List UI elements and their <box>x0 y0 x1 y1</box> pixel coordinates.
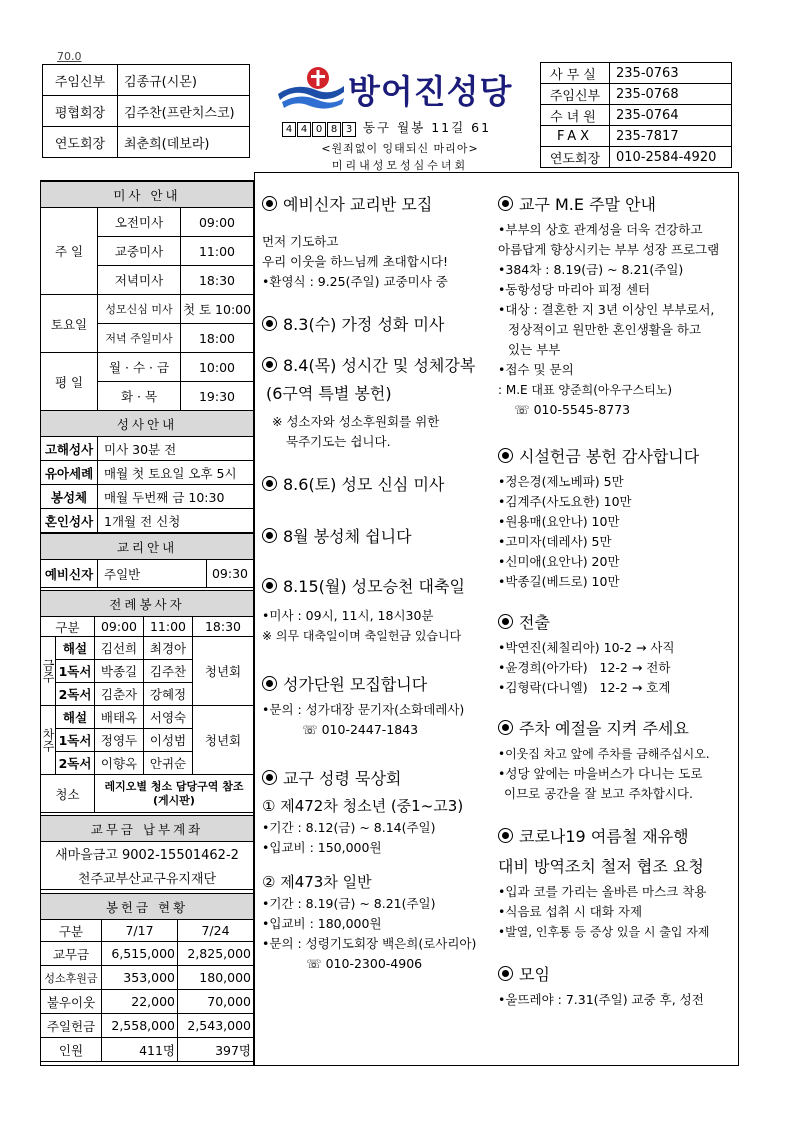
offering-head: 7/17 <box>102 920 178 942</box>
weekday-label: 평 일 <box>41 353 98 411</box>
contact-phone: 235-0768 <box>610 84 732 105</box>
bullet-icon <box>262 770 277 785</box>
notice-text: •입과 코를 가리는 올바른 마스크 착용 <box>498 884 707 899</box>
sacrament-table <box>40 410 254 533</box>
offering-head: 7/24 <box>178 920 254 942</box>
server-role: 2독서 <box>56 683 95 706</box>
group-label: 차주 <box>41 706 56 775</box>
notice-text: 묵주기도는 쉽니다. <box>286 434 391 449</box>
bullet-icon <box>262 357 277 372</box>
notice-text: : M.E 대표 양준희(아우구스티노) <box>498 383 673 397</box>
offering-amount: 22,000 <box>102 990 178 1014</box>
notice-text: ☏ 010-2447-1843 <box>302 722 419 737</box>
notice-text: •식음료 섭취 시 대화 자제 <box>498 904 643 919</box>
server-name: 안귀순 <box>144 752 193 775</box>
server-role: 해설 <box>56 637 95 660</box>
server-name: 정영두 <box>95 729 144 752</box>
church-logo-icon <box>276 64 346 112</box>
notice-heading: 교구 M.E 주말 안내 <box>498 190 736 220</box>
server-group: 청년회 <box>193 637 254 706</box>
notice-heading: 8.6(토) 성모 신심 미사 <box>262 470 494 512</box>
servers-head: 18:30 <box>193 617 254 637</box>
sacrament-name: 혼인성사 <box>41 509 98 533</box>
bullet-icon <box>498 614 513 629</box>
mass-name: 오전미사 <box>98 208 181 237</box>
notice-heading-cont: (6구역 특별 봉헌) <box>266 384 392 403</box>
notices-column-1 <box>262 190 494 974</box>
contact-label: 수녀원 <box>541 105 610 126</box>
cleaning-info: 레지오별 청소 담당구역 참조 (게시판) <box>95 775 254 813</box>
offering-amount: 6,515,000 <box>102 942 178 966</box>
bullet-icon <box>498 828 513 843</box>
contact-label: FAX <box>541 126 610 147</box>
header-staff-table <box>42 64 250 158</box>
mass-name: 화 · 목 <box>98 382 181 411</box>
bullet-icon <box>262 528 277 543</box>
donor-item: •원용매(요안나) 10만 <box>498 514 620 529</box>
mass-time: 19:30 <box>181 382 254 411</box>
notice-text: •기간 : 8.19(금) ~ 8.21(주일) <box>262 896 436 911</box>
notice-text: •동항성당 마리아 피정 센터 <box>498 282 651 297</box>
bullet-icon <box>498 720 513 735</box>
notice-heading-cont: 대비 방역조치 철저 협조 요청 <box>498 857 704 876</box>
server-name: 배태옥 <box>95 706 144 729</box>
offering-amount: 2,558,000 <box>102 1014 178 1038</box>
offering-category: 인원 <box>41 1038 102 1062</box>
bullet-icon <box>498 448 513 463</box>
offering-amount: 2,825,000 <box>178 942 254 966</box>
notice-heading: 8.15(월) 성모승천 대축일 <box>262 572 494 606</box>
retreat-subtitle: ① 제472차 청소년 (중1~고3) <box>262 797 464 815</box>
server-name: 이성범 <box>144 729 193 752</box>
offering-amount: 397명 <box>178 1038 254 1062</box>
notice-text: •미사 : 09시, 11시, 18시30분 <box>262 608 434 623</box>
street-address: 동구 월봉 11길 61 <box>362 120 492 135</box>
server-name: 이향옥 <box>95 752 144 775</box>
server-role: 해설 <box>56 706 95 729</box>
notice-heading: 8.4(목) 성시간 및 성체강복 <box>262 352 494 380</box>
server-name: 최경아 <box>144 637 193 660</box>
server-name: 김춘자 <box>95 683 144 706</box>
offering-head: 구분 <box>41 920 102 942</box>
sacrament-name: 고해성사 <box>41 437 98 461</box>
mass-time: 18:00 <box>181 324 254 353</box>
servers-title: 전례봉사자 <box>41 591 254 617</box>
offering-amount: 2,543,000 <box>178 1014 254 1038</box>
doctrine-class: 주일반 <box>98 560 207 588</box>
doctrine-time: 09:30 <box>207 560 254 588</box>
parish-logo <box>276 64 526 114</box>
sacrament-info: 매월 두번째 금 10:30 <box>98 485 254 509</box>
server-name: 김선희 <box>95 637 144 660</box>
offering-amount: 353,000 <box>102 966 178 990</box>
notice-text: 있는 부부 <box>508 342 561 357</box>
sunday-label: 주 일 <box>41 208 98 295</box>
offering-category: 성소후원금 <box>41 966 102 990</box>
postcode-digit: 4 <box>282 122 296 137</box>
server-name: 김주찬 <box>144 660 193 683</box>
transfer-item: •박연진(체칠리아) 10-2 → 사직 <box>498 640 675 655</box>
doctrine-table <box>40 533 254 588</box>
server-role: 1독서 <box>56 729 95 752</box>
mass-time: 10:00 <box>181 353 254 382</box>
cleaning-label: 청소 <box>41 775 95 813</box>
contact-table <box>540 62 732 168</box>
notice-text: •울뜨레야 : 7.31(주일) 교중 후, 성전 <box>498 992 704 1007</box>
mass-name: 성모신심 미사 <box>98 295 181 324</box>
notice-text: 정상적이고 원만한 혼인생활을 하고 <box>508 322 702 337</box>
notice-heading: 교구 성령 묵상회 <box>262 764 494 794</box>
convent-name: 미리내성모성심수녀회 <box>331 159 469 172</box>
notice-text: •환영식 : 9.25(주일) 교중미사 중 <box>262 274 448 289</box>
parish-title: 방어진성당 <box>348 72 513 111</box>
offering-amount: 411명 <box>102 1038 178 1062</box>
server-name: 서영숙 <box>144 706 193 729</box>
contact-phone: 010-2584-4920 <box>610 147 732 168</box>
mass-name: 교중미사 <box>98 237 181 266</box>
mass-time: 09:00 <box>181 208 254 237</box>
notice-text: •이웃집 차고 앞에 주차를 금해주십시오. <box>498 747 710 761</box>
donor-item: •김계주(사도요한) 10만 <box>498 494 632 509</box>
staff-role: 연도회장 <box>43 127 118 158</box>
contact-label: 연도회장 <box>541 147 610 168</box>
group-label: 금주 <box>41 637 56 706</box>
offering-title: 봉헌금 현황 <box>41 894 254 920</box>
bullet-icon <box>262 676 277 691</box>
sacrament-name: 봉성체 <box>41 485 98 509</box>
sacrament-info: 1개월 전 신청 <box>98 509 254 533</box>
parish-address <box>282 118 532 137</box>
doctrine-title: 교리안내 <box>41 534 254 560</box>
contact-phone: 235-0763 <box>610 63 732 84</box>
notice-text: •성당 앞에는 마을버스가 다니는 도로 <box>498 766 703 781</box>
bullet-icon <box>262 196 277 211</box>
notices-column-2 <box>498 190 736 1010</box>
notice-text: 아름답게 향상시키는 부부 성장 프로그램 <box>498 242 720 257</box>
bullet-icon <box>262 316 277 331</box>
offering-amount: 70,000 <box>178 990 254 1014</box>
notice-text: ☏ 010-2300-4906 <box>306 956 423 971</box>
offering-table <box>40 893 254 1062</box>
account-title: 교무금 납부계좌 <box>41 816 254 842</box>
notice-heading: 8월 봉성체 쉽니다 <box>262 522 494 566</box>
notice-text: •기간 : 8.12(금) ~ 8.14(주일) <box>262 820 436 835</box>
donor-item: •정은경(제노베파) 5만 <box>498 474 624 489</box>
staff-name: 최춘희(데보라) <box>118 127 250 158</box>
contact-phone: 235-7817 <box>610 126 732 147</box>
notice-text: ※ 성소자와 성소후원회를 위한 <box>272 414 440 429</box>
offering-category: 교무금 <box>41 942 102 966</box>
bullet-icon <box>498 966 513 981</box>
postcode-digit: 0 <box>312 122 326 137</box>
mass-time: 첫 토 10:00 <box>181 295 254 324</box>
servers-head: 구분 <box>41 617 95 637</box>
staff-name: 김종규(시몬) <box>118 65 250 96</box>
servers-head: 11:00 <box>144 617 193 637</box>
parish-motto: <원죄없이 잉태되신 마리아> <box>321 142 479 155</box>
sacrament-info: 미사 30분 전 <box>98 437 254 461</box>
server-role: 1독서 <box>56 660 95 683</box>
transfer-item: •김형락(다니엘) 12-2 → 호계 <box>498 680 671 695</box>
bullet-icon <box>262 476 277 491</box>
servers-head: 09:00 <box>95 617 144 637</box>
notice-text: •입교비 : 150,000원 <box>262 840 382 855</box>
server-group: 청년회 <box>193 706 254 775</box>
offering-category: 불우이웃 <box>41 990 102 1014</box>
notice-text: 이므로 공간을 잘 보고 주차합시다. <box>504 786 693 801</box>
mass-name: 저녁미사 <box>98 266 181 295</box>
notice-text: 우리 이웃을 하느님께 초대합시다! <box>262 254 448 269</box>
saturday-label: 토요일 <box>41 295 98 353</box>
notice-heading: 성가단원 모집합니다 <box>262 670 494 700</box>
account-table <box>40 815 254 890</box>
mass-name: 저녁 주일미사 <box>98 324 181 353</box>
mass-schedule-table <box>40 181 254 411</box>
mass-title: 미사 안내 <box>41 182 254 208</box>
postcode-digit: 4 <box>297 122 311 137</box>
postcode-digit: 3 <box>342 122 356 137</box>
notice-text: ☏ 010-5545-8773 <box>514 402 631 417</box>
sacrament-name: 유아세례 <box>41 461 98 485</box>
page-number: 70.0 <box>57 50 82 63</box>
notice-heading: 예비신자 교리반 모집 <box>262 190 494 232</box>
staff-role: 평협회장 <box>43 96 118 127</box>
server-name: 강혜정 <box>144 683 193 706</box>
contact-label: 사무실 <box>541 63 610 84</box>
sacrament-info: 매월 첫 토요일 오후 5시 <box>98 461 254 485</box>
notice-heading: 시설헌금 봉헌 감사합니다 <box>498 442 736 472</box>
notice-text: •문의 : 성령기도회장 백은희(로사리아) <box>262 936 477 951</box>
notice-text: •접수 및 문의 <box>498 362 574 377</box>
server-name: 박종길 <box>95 660 144 683</box>
notice-text: •부부의 상호 관계성을 더욱 건강하고 <box>498 222 703 237</box>
notice-text: •384차 : 8.19(금) ~ 8.21(주일) <box>498 262 684 277</box>
donor-item: •고미자(데레사) 5만 <box>498 534 612 549</box>
donor-item: •신미애(요안나) 20만 <box>498 554 620 569</box>
transfer-item: •윤경희(아가타) 12-2 → 전하 <box>498 660 671 675</box>
staff-role: 주임신부 <box>43 65 118 96</box>
mass-name: 월 · 수 · 금 <box>98 353 181 382</box>
server-role: 2독서 <box>56 752 95 775</box>
offering-amount: 180,000 <box>178 966 254 990</box>
contact-phone: 235-0764 <box>610 105 732 126</box>
notice-text: 먼저 기도하고 <box>262 234 339 249</box>
mass-time: 18:30 <box>181 266 254 295</box>
offering-category: 주일헌금 <box>41 1014 102 1038</box>
mass-time: 11:00 <box>181 237 254 266</box>
donor-item: •박종길(베드로) 10만 <box>498 574 620 589</box>
notice-text: •대상 : 결혼한 지 3년 이상인 부부로서, <box>498 302 715 317</box>
bullet-icon <box>498 196 513 211</box>
bullet-icon <box>262 578 277 593</box>
retreat-subtitle: ② 제473차 일반 <box>262 873 372 891</box>
postcode-digit: 8 <box>327 122 341 137</box>
notice-heading: 8.3(수) 가정 성화 미사 <box>262 310 494 352</box>
account-number: 새마을금고 9002-15501462-2 <box>41 842 254 866</box>
doctrine-name: 예비신자 <box>41 560 98 588</box>
notice-heading: 모임 <box>498 960 736 990</box>
notice-heading: 코로나19 여름철 재유행 <box>498 822 736 852</box>
account-holder: 천주교부산교구유지재단 <box>41 866 254 890</box>
notice-text: •발열, 인후통 등 증상 있을 시 출입 자제 <box>498 925 710 939</box>
notice-heading: 전출 <box>498 608 736 638</box>
notice-heading: 주차 예절을 지켜 주세요 <box>498 714 736 744</box>
staff-name: 김주찬(프란치스코) <box>118 96 250 127</box>
contact-label: 주임신부 <box>541 84 610 105</box>
notice-text: ※ 의무 대축일이며 축일헌금 있습니다 <box>262 629 462 643</box>
notice-text: •입교비 : 180,000원 <box>262 916 382 931</box>
liturgy-servers-table <box>40 590 254 813</box>
sacrament-title: 성사안내 <box>41 411 254 437</box>
notice-text: •문의 : 성가대장 문기자(소화데레사) <box>262 702 465 717</box>
